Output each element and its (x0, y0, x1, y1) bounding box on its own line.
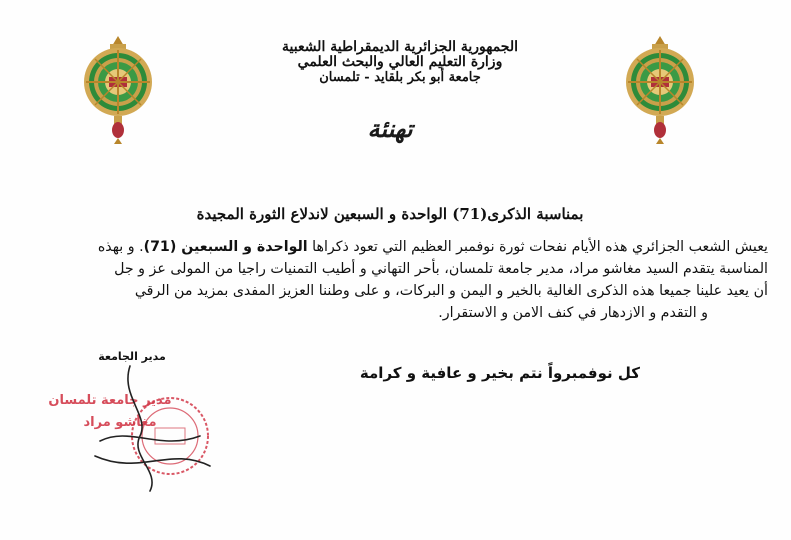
letterhead (200, 40, 600, 85)
emblem-crown (110, 36, 126, 50)
body-line-4: و التقدم و الازدهار في كنف الامن و الاستقرار. (438, 305, 708, 321)
body-line-3: أن يعيد علينا جميعا هذه الذكرى الغالية بالخير و اليمن و البركات، و على وطننا العزيز المفدى بمزيد من الرقي (134, 283, 768, 299)
emblem-rosette (84, 48, 152, 116)
body-line-1 (30, 236, 768, 258)
university-name: جامعة أبو بكر بلقايد - تلمسان (319, 70, 481, 85)
stamp-text-2: مغاشو مراد (83, 415, 157, 430)
body-line-1-text-a: يعيش الشعب الجزائري هذه الأيام نفحات ثورة نوفمبر العظيم التي تعود ذكراها (307, 239, 768, 255)
closing-wish: كل نوفمبرواً نتم بخير و عافية و كرامة (359, 364, 640, 382)
official-stamp (0, 356, 230, 506)
body-line-1-text-b: . و بهذه (97, 239, 144, 255)
message-body (30, 236, 768, 324)
occasion-subtitle: بمناسبة الذكرى(71) الواحدة و السبعين لاندلاع الثورة المجيدة (196, 205, 584, 223)
emblem-crown (652, 36, 668, 50)
ministry-name: وزارة التعليم العالي والبحث العلمي (297, 54, 503, 70)
document-title: تهنئة (367, 114, 413, 143)
university-emblem-left (74, 34, 162, 144)
stamp-text-1: مدير جامعة تلمسان (48, 393, 172, 408)
signature-title: مدير الجامعة (98, 350, 166, 363)
university-emblem-right (616, 34, 704, 144)
emblem-pendant (654, 116, 666, 144)
anniversary-number: الواحدة و السبعين (71) (143, 239, 308, 255)
body-line-2: المناسبة يتقدم السيد مغاشو مراد، مدير جامعة تلمسان، بأحر التهاني و أطيب التمنيات راجيا من المولى عز و جل (114, 261, 768, 277)
emblem-pendant (112, 116, 124, 144)
emblem-rosette (626, 48, 694, 116)
republic-name: الجمهورية الجزائرية الديمقراطية الشعبية (281, 39, 518, 55)
